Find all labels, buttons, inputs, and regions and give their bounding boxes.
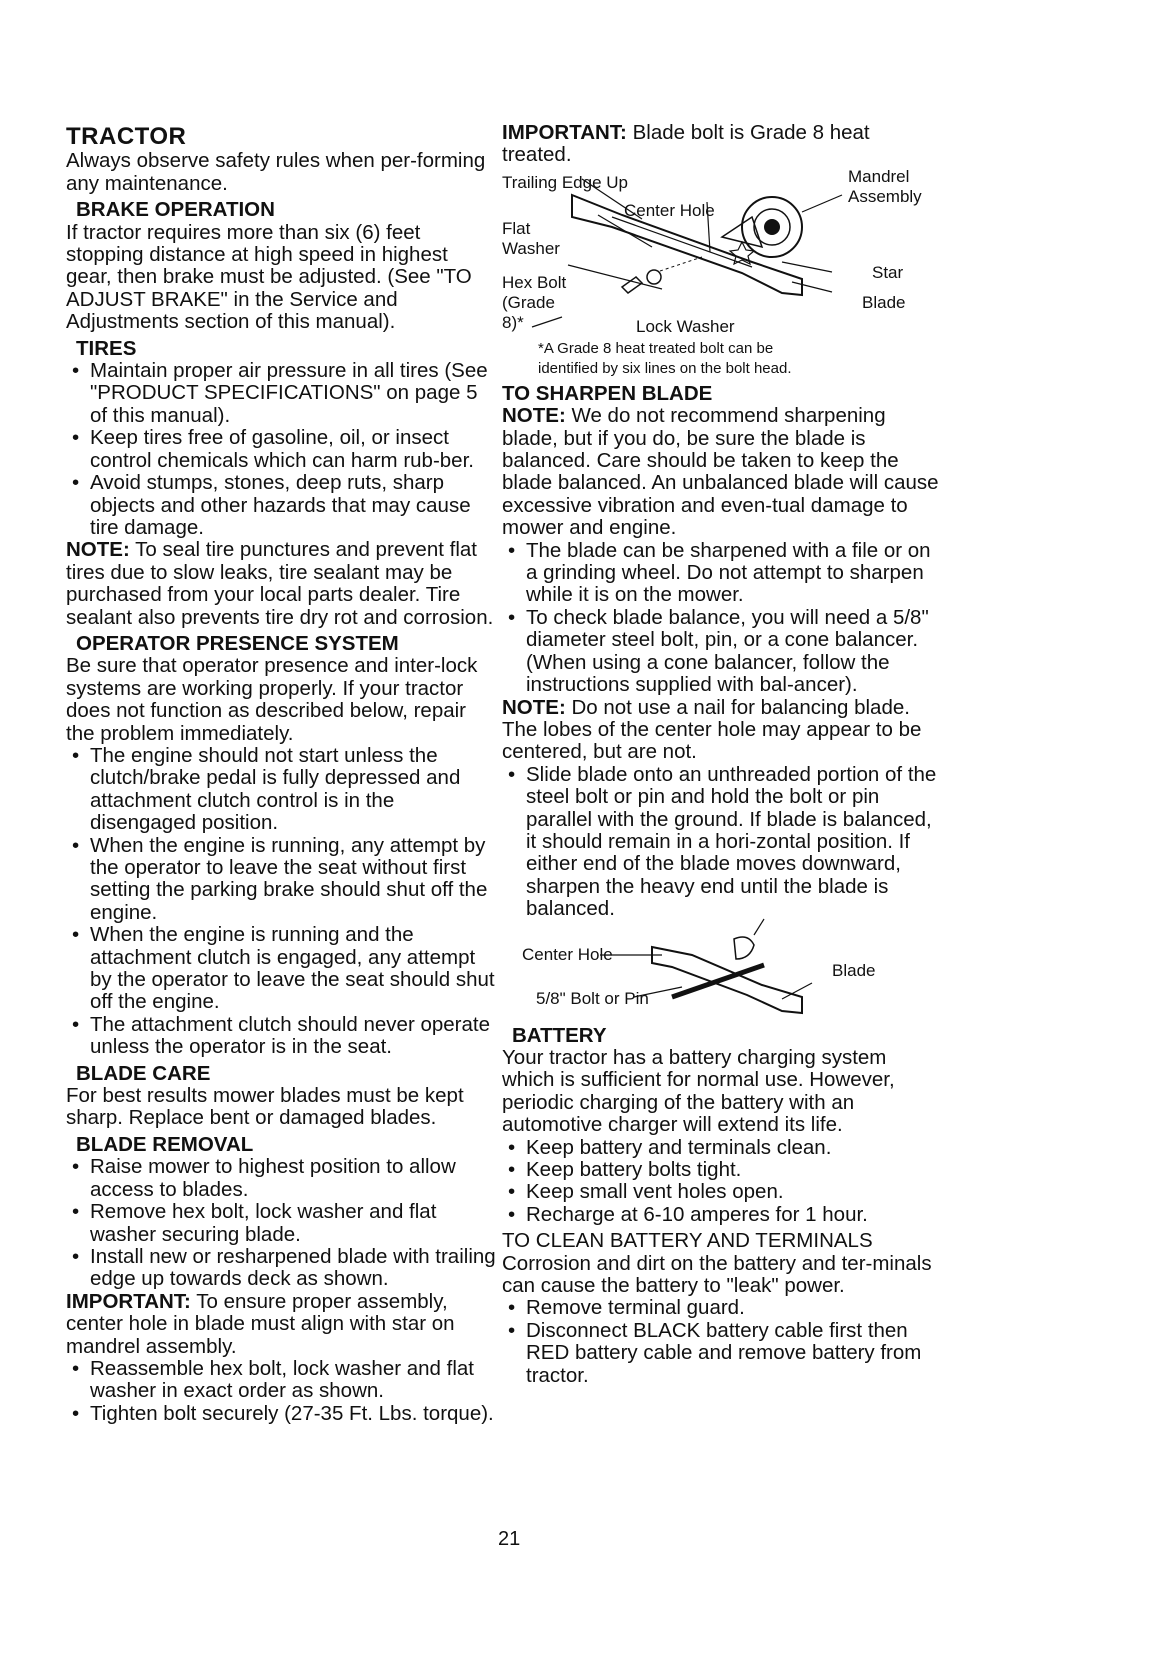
heading-operator-presence: OPERATOR PRESENCE SYSTEM — [76, 631, 399, 655]
label-star: Star — [872, 262, 904, 282]
hand-shape — [734, 937, 754, 959]
tires-list — [66, 360, 496, 539]
note-label: NOTE: — [502, 404, 566, 428]
heading-battery: BATTERY — [512, 1023, 607, 1047]
list-item: • Raise mower to highest position to allow access to blades. — [66, 1156, 496, 1201]
list-item: • When the engine is running, any attempt by the operator to leave the seat without first setting the parking brake should shut off the engine. — [66, 835, 496, 925]
heading-sharpen-blade: TO SHARPEN BLADE — [502, 381, 713, 405]
heading-clean-battery: TO CLEAN BATTERY AND TERMINALS — [502, 1229, 873, 1253]
note-label: NOTE: — [502, 695, 566, 719]
list-item: • Remove terminal guard. — [502, 1297, 942, 1319]
note-text: To seal tire punctures and prevent flat tires due to slow leaks, tire sealant may be purchased from your local parts dealer. Tire sealant also prevents tire dry rot and corrosion. — [66, 538, 494, 629]
section-title-tractor: TRACTOR — [66, 123, 187, 150]
lock-washer-shape — [647, 270, 661, 284]
note-text: Do not use a nail for balancing blade. The lobes of the center hole may appear to be centered, but are not. — [502, 695, 922, 764]
important-label: IMPORTANT: — [502, 121, 627, 144]
sharpen-list — [502, 540, 942, 697]
label-flat: Flat — [502, 218, 531, 238]
label-mandrel: Mandrel — [848, 166, 910, 186]
label-blade: Blade — [862, 292, 906, 312]
blade-removal-list — [66, 1156, 496, 1290]
battery-text: Your tractor has a battery charging system which is sufficient for normal use. However, periodic charging of the battery with an automotive charger will extend its life. — [502, 1045, 895, 1137]
list-item: • Keep battery and terminals clean. — [502, 1137, 942, 1159]
intro-text: Always observe safety rules when per-forming any maintenance. — [66, 149, 486, 195]
list-item: • Disconnect BLACK battery cable first then RED battery cable and remove battery from tractor. — [502, 1320, 942, 1387]
note-label: NOTE: — [66, 538, 130, 562]
left-column — [66, 118, 496, 1425]
list-item: • The blade can be sharpened with a file or on a grinding wheel. Do not attempt to sharpen while it is on the mower. — [502, 540, 942, 607]
blade-removal-list-2 — [66, 1358, 496, 1425]
operator-text: Be sure that operator presence and inter-lock systems are working properly. If your tractor does not function as described below, repair the problem immediately. — [66, 654, 478, 745]
label-assembly: Assembly — [848, 186, 922, 206]
list-item: • Keep battery bolts tight. — [502, 1159, 942, 1181]
label-blade-2: Blade — [832, 960, 876, 980]
list-item: • The attachment clutch should never operate unless the operator is in the seat. — [66, 1014, 496, 1059]
list-item: • Keep tires free of gasoline, oil, or insect control chemicals which can harm rub-ber. — [66, 427, 496, 472]
list-item: • To check blade balance, you will need a 5/8" diameter steel bolt, pin, or a cone balancer. (When using a cone balancer, follow the instructions supplied with bal-ancer). — [502, 607, 942, 697]
blade-balance-figure — [502, 925, 942, 1021]
label-grade: (Grade — [502, 292, 555, 312]
heading-tires: TIRES — [76, 336, 137, 360]
page-number: 21 — [498, 1528, 521, 1550]
blade-bolt-important — [502, 122, 942, 167]
important-text: Blade bolt is Grade 8 heat treated. — [502, 121, 870, 167]
sharpen-note — [502, 405, 942, 539]
label-washer: Washer — [502, 238, 560, 258]
note-text: We do not recommend sharpening blade, but if you do, be sure the blade is balanced. Care should be taken to keep the blade balanced. An unbalanced blade will cause excessive vibration and even-tual damage to mower and engine. — [502, 404, 939, 540]
heading-blade-removal: BLADE REMOVAL — [76, 1132, 254, 1156]
heading-brake-operation: BRAKE OPERATION — [76, 198, 275, 222]
clean-battery-list — [502, 1297, 942, 1387]
blade-care-text: For best results mower blades must be kept sharp. Replace bent or damaged blades. — [66, 1084, 464, 1130]
label-trailing-edge: Trailing Edge Up — [502, 172, 628, 192]
list-item: • The engine should not start unless the clutch/brake pedal is fully depressed and attachment clutch control is in the disengaged position. — [66, 745, 496, 835]
important-label: IMPORTANT: — [66, 1289, 191, 1313]
brake-text: If tractor requires more than six (6) feet stopping distance at high speed in highest gear, then brake must be adjusted. (See "TO ADJUST BRAKE" in the Service and Adjustments section of this manual). — [66, 220, 472, 334]
label-bolt-pin: 5/8" Bolt or Pin — [536, 988, 649, 1008]
heading-blade-care: BLADE CARE — [76, 1061, 211, 1085]
list-item: • Remove hex bolt, lock washer and flat washer securing blade. — [66, 1201, 496, 1246]
list-item: • When the engine is running and the attachment clutch is engaged, any attempt by the operator to leave the seat should shut off the engine. — [66, 924, 496, 1014]
label-hex-bolt: Hex Bolt — [502, 272, 567, 292]
right-column — [502, 118, 942, 1387]
list-item: • Install new or resharpened blade with trailing edge up towards deck as shown. — [66, 1246, 496, 1291]
label-lock-washer: Lock Washer — [636, 316, 735, 336]
label-center-hole: Center Hole — [624, 200, 715, 220]
operator-list — [66, 745, 496, 1059]
clean-battery-text: Corrosion and dirt on the battery and ter-minals can cause the battery to "leak" power. — [502, 1251, 932, 1298]
blade-assembly-figure — [502, 167, 942, 337]
list-item: • Avoid stumps, stones, deep ruts, sharp objects and other hazards that may cause tire damage. — [66, 472, 496, 539]
list-item: • Maintain proper air pressure in all tires (See "PRODUCT SPECIFICATIONS" on page 5 of this manual). — [66, 360, 496, 427]
list-item: • Reassemble hex bolt, lock washer and flat washer in exact order as shown. — [66, 1358, 496, 1403]
battery-list — [502, 1137, 942, 1227]
blade-removal-important — [66, 1291, 496, 1358]
list-item: • Keep small vent holes open. — [502, 1181, 942, 1203]
figure-caption-2: identified by six lines on the bolt head. — [538, 359, 792, 377]
tires-note — [66, 539, 496, 629]
list-item: • Tighten bolt securely (27-35 Ft. Lbs. torque). — [66, 1403, 496, 1425]
sharpen-note-2 — [502, 697, 942, 764]
sharpen-list-2 — [502, 764, 942, 921]
list-item: • Recharge at 6-10 amperes for 1 hour. — [502, 1204, 942, 1226]
important-text: To ensure proper assembly, center hole in blade must align with star on mandrel assembly. — [66, 1289, 455, 1358]
label-center-hole-2: Center Hole — [522, 944, 613, 964]
figure-caption-1: *A Grade 8 heat treated bolt can be — [538, 339, 774, 357]
label-grade-8: 8)* — [502, 312, 524, 332]
list-item: • Slide blade onto an unthreaded portion of the steel bolt or pin and hold the bolt or pin parallel with the ground. If blade is balanced, it should remain in a hori-zontal position. If either end of the blade moves downward, sharpen the heavy end until the blade is balanced. — [502, 764, 942, 921]
